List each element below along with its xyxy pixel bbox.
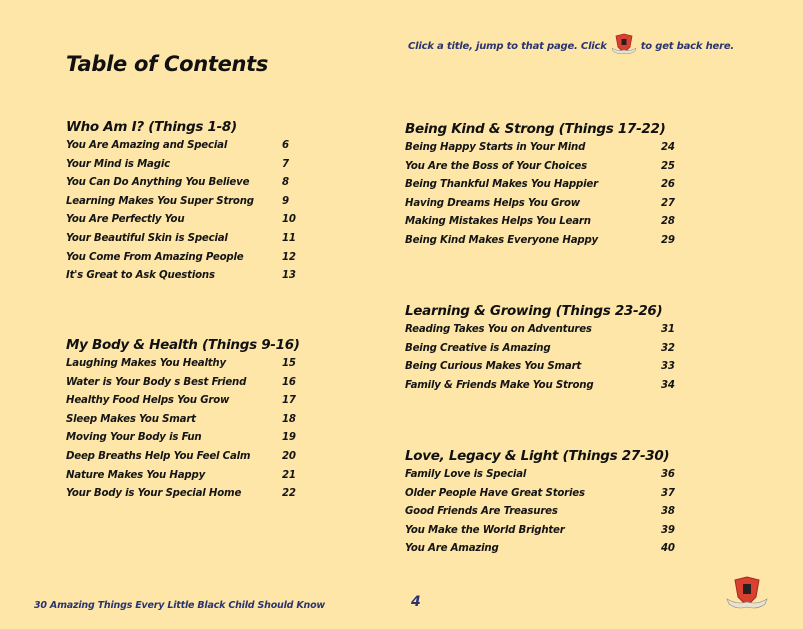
toc-entry[interactable]: [405, 361, 681, 380]
navigation-hint: [408, 33, 734, 60]
entry-label: It's Great to Ask Questions: [66, 270, 215, 282]
toc-entry[interactable]: [66, 395, 302, 414]
toc-entry[interactable]: [405, 543, 681, 562]
entry-page: 11: [282, 232, 296, 244]
page-number: 4: [411, 594, 421, 610]
entry-label: Your Mind is Magic: [66, 158, 170, 170]
toc-entry[interactable]: [66, 196, 302, 215]
entry-page: 26: [661, 179, 675, 191]
toc-entry[interactable]: [66, 270, 302, 289]
toc-entry[interactable]: [66, 451, 302, 470]
entry-label: Being Kind Makes Everyone Happy: [405, 234, 598, 246]
toc-entry[interactable]: [66, 488, 302, 507]
entry-label: Being Thankful Makes You Happier: [405, 179, 598, 191]
entry-label: Water is Your Body s Best Friend: [66, 376, 247, 388]
entry-label: Your Body is Your Special Home: [66, 488, 242, 500]
entry-page: 20: [282, 450, 296, 462]
toc-entry[interactable]: [66, 252, 302, 271]
toc-entry[interactable]: [405, 179, 681, 198]
entry-page: 36: [661, 469, 675, 480]
entry-page: 6: [282, 140, 289, 151]
entry-page: 40: [661, 543, 675, 555]
entry-label: Moving Your Body is Fun: [66, 432, 202, 444]
entry-page: 12: [282, 251, 296, 263]
entry-label: Reading Takes You on Adventures: [405, 324, 592, 335]
entry-label: Sleep Makes You Smart: [66, 413, 196, 425]
shield-crest-icon[interactable]: [611, 33, 637, 60]
nav-hint-text-before: Click a title, jump to that page. Click: [408, 41, 607, 52]
page-title: Table of Contents: [66, 52, 269, 76]
entry-page: 18: [282, 413, 296, 425]
toc-section-kind-strong: [405, 121, 681, 254]
toc-entry[interactable]: [405, 216, 681, 235]
entry-label: You Are Amazing: [405, 543, 499, 555]
entry-page: 32: [661, 342, 675, 354]
entry-page: 22: [282, 488, 296, 500]
entry-page: 24: [661, 142, 675, 153]
entry-label: Your Beautiful Skin is Special: [66, 232, 228, 244]
shield-crest-icon[interactable]: [725, 575, 769, 619]
toc-entry[interactable]: [405, 198, 681, 217]
entry-label: You Are Amazing and Special: [66, 140, 228, 151]
entry-label: Deep Breaths Help You Feel Calm: [66, 450, 251, 462]
entry-label: Nature Makes You Happy: [66, 469, 206, 481]
section-title[interactable]: Learning & Growing (Things 23-26): [405, 303, 663, 319]
entry-label: Healthy Food Helps You Grow: [66, 395, 230, 407]
entry-page: 19: [282, 432, 296, 444]
entry-page: 25: [661, 160, 675, 172]
nav-hint-text-after: to get back here.: [640, 41, 735, 52]
toc-section-who-am-i: [66, 119, 302, 289]
entry-label: You Can Do Anything You Believe: [66, 177, 250, 189]
toc-section-learning-growing: [405, 303, 681, 398]
entry-page: 10: [282, 214, 296, 226]
entry-label: Older People Have Great Stories: [405, 487, 585, 499]
toc-entry[interactable]: [405, 525, 681, 544]
entry-page: 9: [282, 195, 289, 207]
entry-page: 7: [282, 158, 289, 170]
entry-page: 38: [661, 506, 675, 518]
toc-entry[interactable]: [66, 377, 302, 396]
entry-page: 34: [661, 379, 675, 391]
toc-entry[interactable]: [405, 235, 681, 254]
toc-entry[interactable]: [405, 324, 681, 343]
toc-entry[interactable]: [66, 140, 302, 159]
entry-label: Making Mistakes Helps You Learn: [405, 216, 591, 228]
entry-page: 27: [661, 197, 675, 209]
entry-label: Being Happy Starts in Your Mind: [405, 142, 586, 153]
entry-label: Learning Makes You Super Strong: [66, 195, 254, 207]
section-title[interactable]: Love, Legacy & Light (Things 27-30): [405, 448, 670, 464]
entry-page: 13: [282, 270, 296, 282]
toc-entry[interactable]: [405, 161, 681, 180]
entry-page: 31: [661, 324, 675, 335]
entry-page: 37: [661, 487, 675, 499]
entry-label: You Come From Amazing People: [66, 251, 244, 263]
toc-entry[interactable]: [66, 159, 302, 178]
toc-entry[interactable]: [66, 470, 302, 489]
entry-label: Good Friends Are Treasures: [405, 506, 558, 518]
entry-label: Family & Friends Make You Strong: [405, 379, 594, 391]
toc-entry[interactable]: [405, 343, 681, 362]
footer-book-title: 30 Amazing Things Every Little Black Child Should Know: [34, 600, 325, 611]
entry-page: 16: [282, 376, 296, 388]
toc-entry[interactable]: [66, 358, 302, 377]
section-title[interactable]: My Body & Health (Things 9-16): [66, 337, 300, 353]
toc-entry[interactable]: [66, 233, 302, 252]
entry-page: 28: [661, 216, 675, 228]
entry-page: 33: [661, 361, 675, 373]
entry-page: 17: [282, 395, 296, 407]
entry-label: Having Dreams Helps You Grow: [405, 197, 581, 209]
section-title[interactable]: Being Kind & Strong (Things 17-22): [405, 121, 666, 137]
entry-page: 8: [282, 177, 289, 189]
toc-entry[interactable]: [405, 142, 681, 161]
toc-section-love-legacy-light: [405, 448, 681, 562]
entry-label: You Are Perfectly You: [66, 214, 185, 226]
entry-page: 15: [282, 358, 296, 369]
entry-page: 29: [661, 234, 675, 246]
entry-page: 21: [282, 469, 296, 481]
entry-label: Being Creative is Amazing: [405, 342, 551, 354]
toc-entry[interactable]: [66, 177, 302, 196]
entry-page: 39: [661, 524, 675, 536]
entry-label: Being Curious Makes You Smart: [405, 361, 582, 373]
entry-label: Family Love is Special: [405, 469, 527, 480]
entry-label: Laughing Makes You Healthy: [66, 358, 226, 369]
toc-entry[interactable]: [66, 432, 302, 451]
section-title[interactable]: Who Am I? (Things 1-8): [66, 119, 237, 135]
toc-entry[interactable]: [405, 380, 681, 399]
toc-section-body-health: [66, 337, 302, 507]
toc-entry[interactable]: [66, 214, 302, 233]
toc-entry[interactable]: [405, 506, 681, 525]
entry-label: You Make the World Brighter: [405, 524, 565, 536]
entry-label: You Are the Boss of Your Choices: [405, 160, 587, 172]
toc-entry[interactable]: [405, 469, 681, 488]
toc-entry[interactable]: [66, 414, 302, 433]
toc-entry[interactable]: [405, 488, 681, 507]
